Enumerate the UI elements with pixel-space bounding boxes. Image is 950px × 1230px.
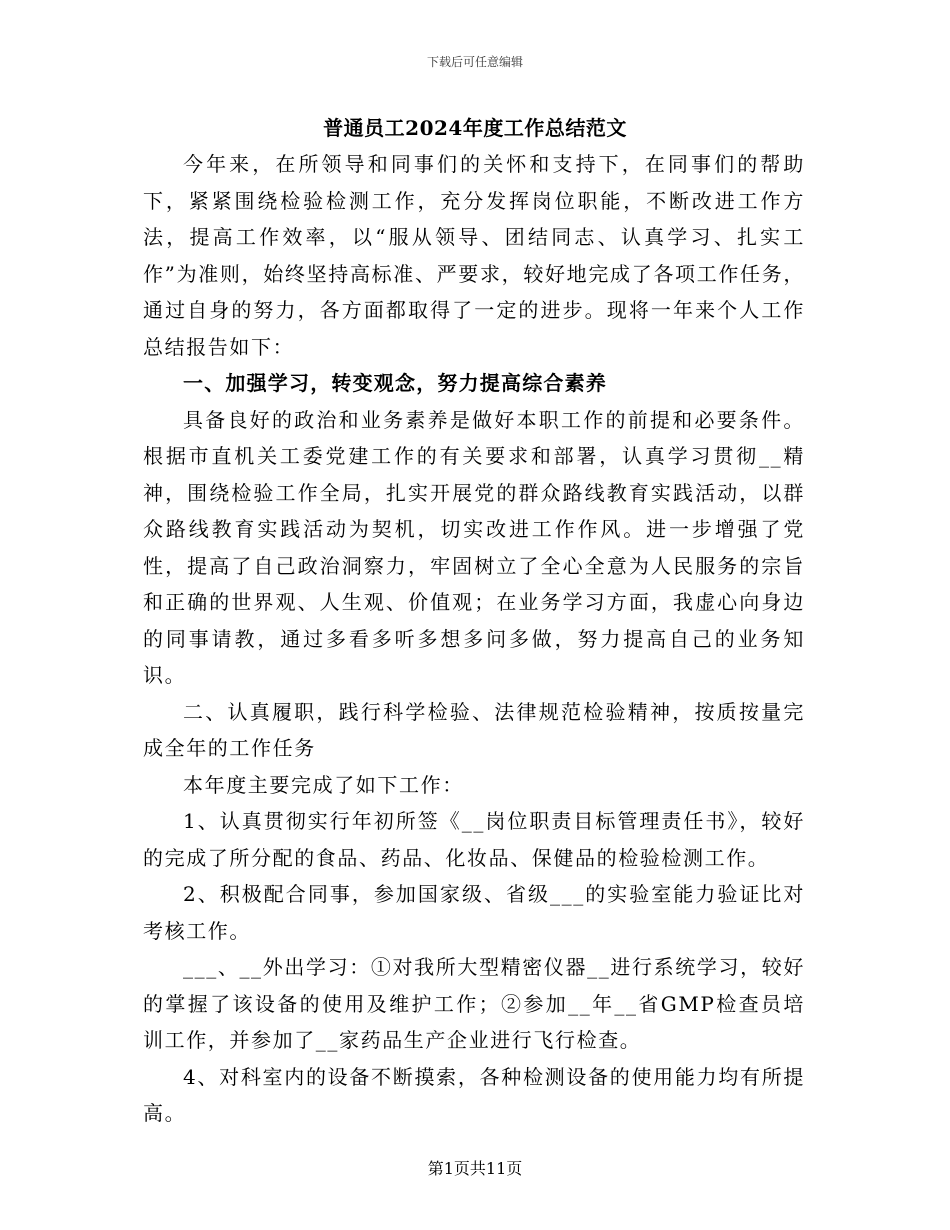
paragraph-work-intro: 本年度主要完成了如下工作： [183, 772, 464, 797]
page-header-note: 下载后可任意编辑 [426, 55, 523, 69]
list-item-4: 4、对科室内的设备不断摸索，各种检测设备的使用能力均有所提高。 [143, 1064, 805, 1125]
list-item-3: ___、__外出学习：①对我所大型精密仪器__进行系统学习，较好的掌握了该设备的使用及维护工作；②参加__年__省GMP检查员培训工作，并参加了__家药品生产企业进行飞行检查。 [143, 955, 805, 1052]
document-title: 普通员工2024年度工作总结范文 [323, 116, 627, 140]
list-item-1: 1、认真贯彻实行年初所签《__岗位职责目标管理责任书》，较好的完成了所分配的食品、药品、化妆品、保健品的检验检测工作。 [143, 809, 805, 870]
page-number: 第1页共11页 [427, 1159, 523, 1178]
list-item-2: 2、积极配合同事，参加国家级、省级___的实验室能力验证比对考核工作。 [143, 882, 805, 943]
document-body [143, 146, 805, 1132]
section-heading-2: 二、认真履职，践行科学检验、法律规范检验精神，按质按量完成全年的工作任务 [143, 699, 805, 760]
section-heading-1: 一、加强学习，转变观念，努力提高综合素养 [183, 371, 607, 395]
paragraph-section-1: 具备良好的政治和业务素养是做好本职工作的前提和必要条件。根据市直机关工委党建工作的有关要求和部署，认真学习贯彻__精神，围绕检验工作全局，扎实开展党的群众路线教育实践活动，以群众路线教育实践活动为契机，切实改进工作作风。进一步增强了党性，提高了自己政治洞察力，牢固树立了全心全意为人民服务的宗旨和正确的世界观、人生观、价值观；在业务学习方面，我虚心向身边的同事请教，通过多看多听多想多问多做，努力提高自己的业务知识。 [143, 407, 805, 687]
paragraph-intro: 今年来，在所领导和同事们的关怀和支持下，在同事们的帮助下，紧紧围绕检验检测工作，充分发挥岗位职能，不断改进工作方法，提高工作效率，以“服从领导、团结同志、认真学习、扎实工作”为准则，始终坚持高标准、严要求，较好地完成了各项工作任务，通过自身的努力，各方面都取得了一定的进步。现将一年来个人工作总结报告如下： [143, 152, 805, 359]
